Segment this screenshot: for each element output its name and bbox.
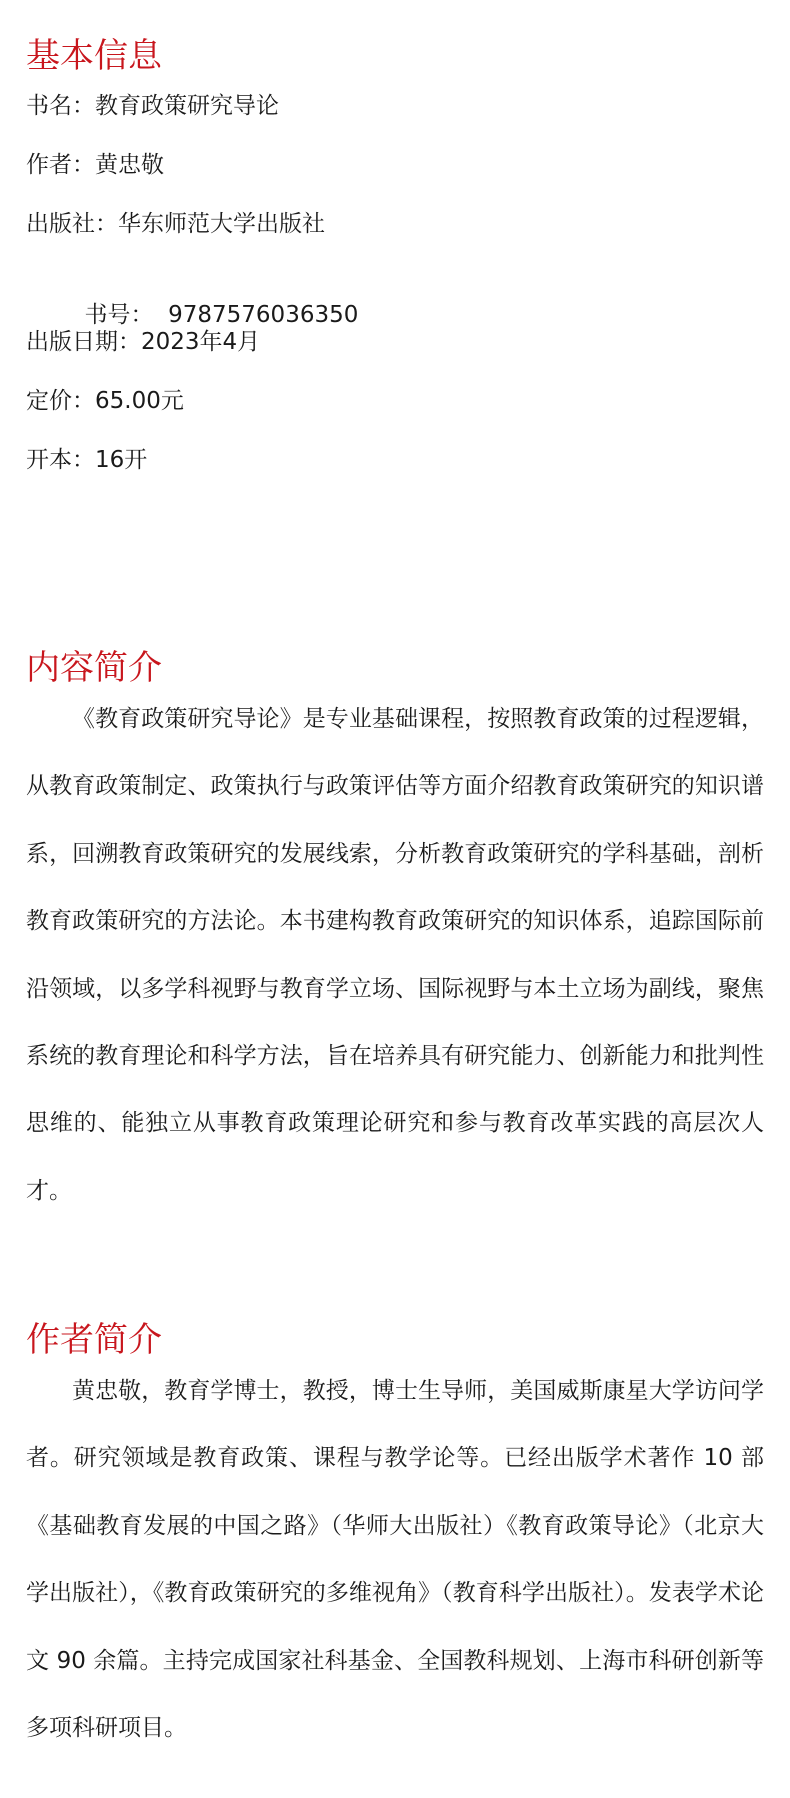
content-intro-section — [26, 648, 764, 1225]
info-value: 9787576036350 — [153, 302, 359, 328]
info-value: 黄忠敬 — [95, 152, 164, 178]
author-intro-section — [26, 1320, 764, 1762]
author-intro-paragraph: 黄忠敬，教育学博士，教授，博士生导师，美国威斯康星大学访问学者。研究领域是教育政策、课程与教学论等。已经出版学术著作 10 部《基础教育发展的中国之路》（华师大出版社）《教育政策导论》（北京大学出版社），《教育政策研究的多维视角》（教育科学出版社）。发表学术论文 90 余篇。主持完成国家社科基金、全国教科规划、上海市科研创新等多项科研项目。 — [26, 1378, 764, 1742]
info-label: 书名： — [26, 93, 95, 119]
content-intro-title: 内容简介 — [26, 648, 162, 688]
info-row-publish-date — [26, 326, 764, 358]
info-value: 教育政策研究导论 — [95, 93, 279, 119]
info-row-publisher — [26, 208, 764, 240]
info-row-price — [26, 385, 764, 417]
info-label: 作者： — [26, 152, 95, 178]
info-label: 出版日期： — [26, 329, 141, 355]
basic-info-list — [26, 90, 764, 476]
info-row-format — [26, 444, 764, 476]
info-row-author — [26, 149, 764, 181]
info-label: 开本： — [26, 447, 95, 473]
info-row-isbn — [26, 267, 764, 328]
info-label: 出版社： — [26, 211, 118, 237]
basic-info-title: 基本信息 — [26, 36, 162, 76]
info-value: 16开 — [95, 447, 148, 473]
info-label: 书号： — [84, 302, 154, 328]
info-value: 65.00元 — [95, 388, 184, 414]
info-value: 2023年4月 — [141, 329, 261, 355]
info-row-book-title — [26, 90, 764, 122]
info-label: 定价： — [26, 388, 95, 414]
author-intro-title: 作者简介 — [26, 1320, 162, 1360]
basic-info-section — [26, 36, 764, 476]
content-intro-paragraph: 《教育政策研究导论》是专业基础课程，按照教育政策的过程逻辑，从教育政策制定、政策执行与政策评估等方面介绍教育政策研究的知识谱系，回溯教育政策研究的发展线索，分析教育政策研究的学科基础，剖析教育政策研究的方法论。本书建构教育政策研究的知识体系，追踪国际前沿领域，以多学科视野与教育学立场、国际视野与本土立场为副线，聚焦系统的教育理论和科学方法，旨在培养具有研究能力、创新能力和批判性思维的、能独立从事教育政策理论研究和参与教育改革实践的高层次人才。 — [26, 706, 764, 1204]
info-value: 华东师范大学出版社 — [118, 211, 325, 237]
